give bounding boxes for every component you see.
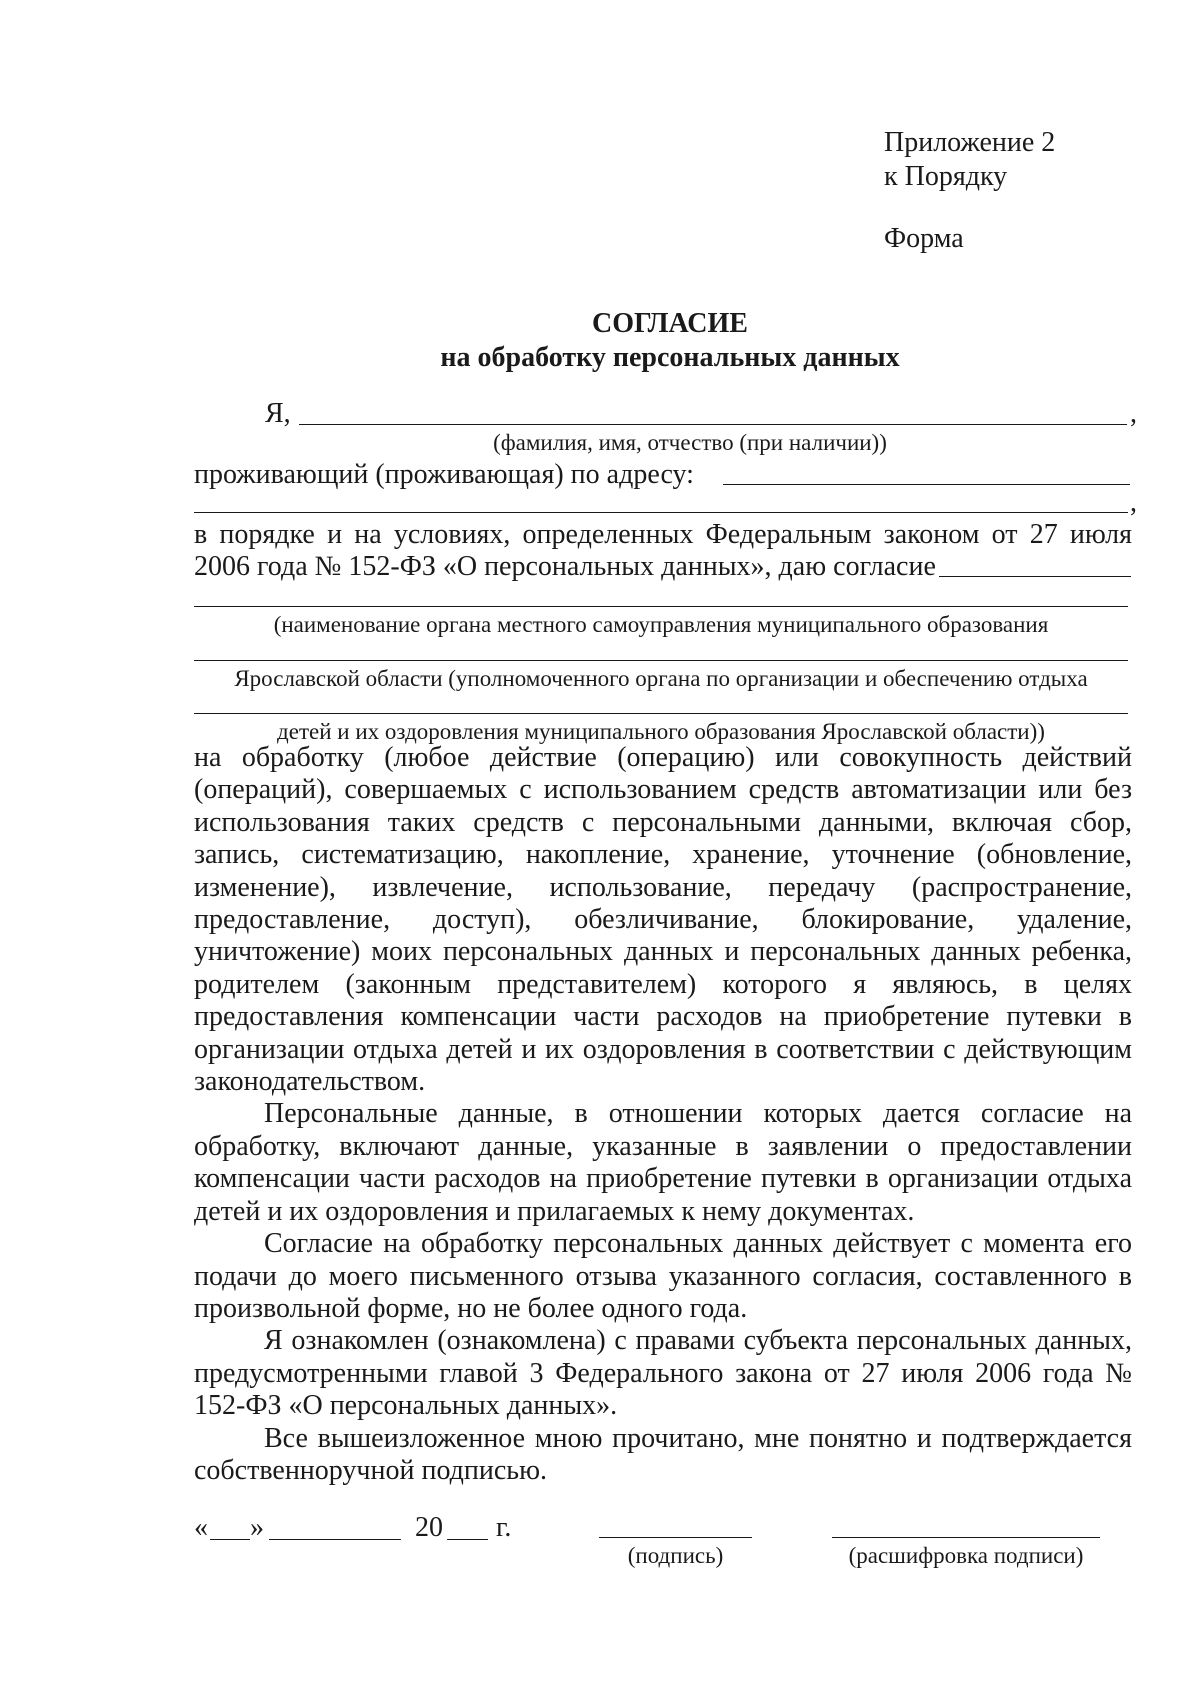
body-paragraph-1-first-line: на обработку (любое действие (операцию) или совокупность действий <box>194 742 1132 773</box>
date-year-prefix: 20 <box>415 1512 443 1543</box>
address-label: проживающий (проживающая) по адресу: <box>194 459 694 490</box>
date-year-line[interactable] <box>447 1539 488 1540</box>
appendix-number: Приложение 2 <box>884 127 1056 158</box>
date-day-line[interactable] <box>210 1539 250 1540</box>
address-trailing-comma: , <box>1130 487 1137 518</box>
signature-line[interactable] <box>599 1537 752 1538</box>
form-label: Форма <box>884 223 964 254</box>
date-month-line[interactable] <box>269 1539 401 1540</box>
appendix-reference: к Порядку <box>884 161 1008 192</box>
fio-trailing-comma: , <box>1130 398 1137 429</box>
signature-caption: (подпись) <box>627 1543 724 1568</box>
consent-recipient-line-4[interactable] <box>194 713 1128 714</box>
consent-body <box>194 742 1132 1487</box>
org-caption-3: детей и их оздоровления муниципального образования Ярославской области)) <box>277 719 1045 744</box>
fio-field-line[interactable] <box>299 424 1127 425</box>
date-year-suffix: г. <box>496 1512 512 1543</box>
body-paragraph-3: Согласие на обработку персональных данных действует с момента его подачи до моего письменного отзыва указанного согласия, составленного в произвольной форме, но не более одного года. <box>194 1228 1132 1324</box>
law-reference-line-1: в порядке и на условиях, определенных Федеральным законом от 27 июля <box>194 519 1132 550</box>
consent-recipient-line-1[interactable] <box>939 576 1131 577</box>
document-title: СОГЛАСИЕ <box>592 308 748 339</box>
body-paragraph-4: Я ознакомлен (ознакомлена) с правами субъекта персональных данных, предусмотренными главой 3 Федерального закона от 27 июля 2006 года № 152-ФЗ «О персональных данных». <box>194 1325 1132 1422</box>
signature-decoding-caption: (расшифровка подписи) <box>848 1543 1084 1568</box>
org-caption-2: Ярославской области (уполномоченного органа по организации и обеспечению отдыха <box>234 666 1088 691</box>
org-caption-1: (наименование органа местного самоуправления муниципального образования <box>273 612 1049 637</box>
address-field-line-1[interactable] <box>723 484 1130 485</box>
date-quote-open: « <box>194 1512 208 1543</box>
date-quote-close: » <box>250 1512 264 1543</box>
body-paragraph-5: Все вышеизложенное мною прочитано, мне понятно и подтверждается собственноручной подписью. <box>194 1422 1132 1486</box>
consent-recipient-line-3[interactable] <box>194 660 1128 661</box>
body-paragraph-1: (операций), совершаемых с использованием средств автоматизации или без использования таких средств с персональными данными, включая сбор, запись, систематизацию, накопление, хранение, уточнение (обновление, изменение), извлечение, использование, передачу (распространение, предоставление, доступ), обезличивание, блокирование, удаление, уничтожение) моих персональных данных и персональных данных ребенка, родителем (законным представителем) которого я являюсь, в целях предоставления компенсации части расходов на приобретение путевки в организации отдыха детей и их оздоровления в соответствии с действующим законодательством. <box>194 774 1132 1098</box>
document-subtitle: на обработку персональных данных <box>440 342 900 373</box>
address-field-line-2[interactable] <box>194 512 1128 513</box>
law-reference-line-2: 2006 года № 152-ФЗ «О персональных данных», даю согласие <box>194 551 936 582</box>
signature-decoding-line[interactable] <box>832 1537 1100 1538</box>
body-paragraph-2: Персональные данные, в отношении которых дается согласие на обработку, включают данные, указанные в заявлении о предоставлении компенсации части расходов на приобретение путевки в организации отдыха детей и их оздоровления и прилагаемых к нему документах. <box>194 1098 1132 1227</box>
i-label: Я, <box>265 398 291 429</box>
consent-recipient-line-2[interactable] <box>194 606 1128 607</box>
fio-caption: (фамилия, имя, отчество (при наличии)) <box>493 430 887 455</box>
